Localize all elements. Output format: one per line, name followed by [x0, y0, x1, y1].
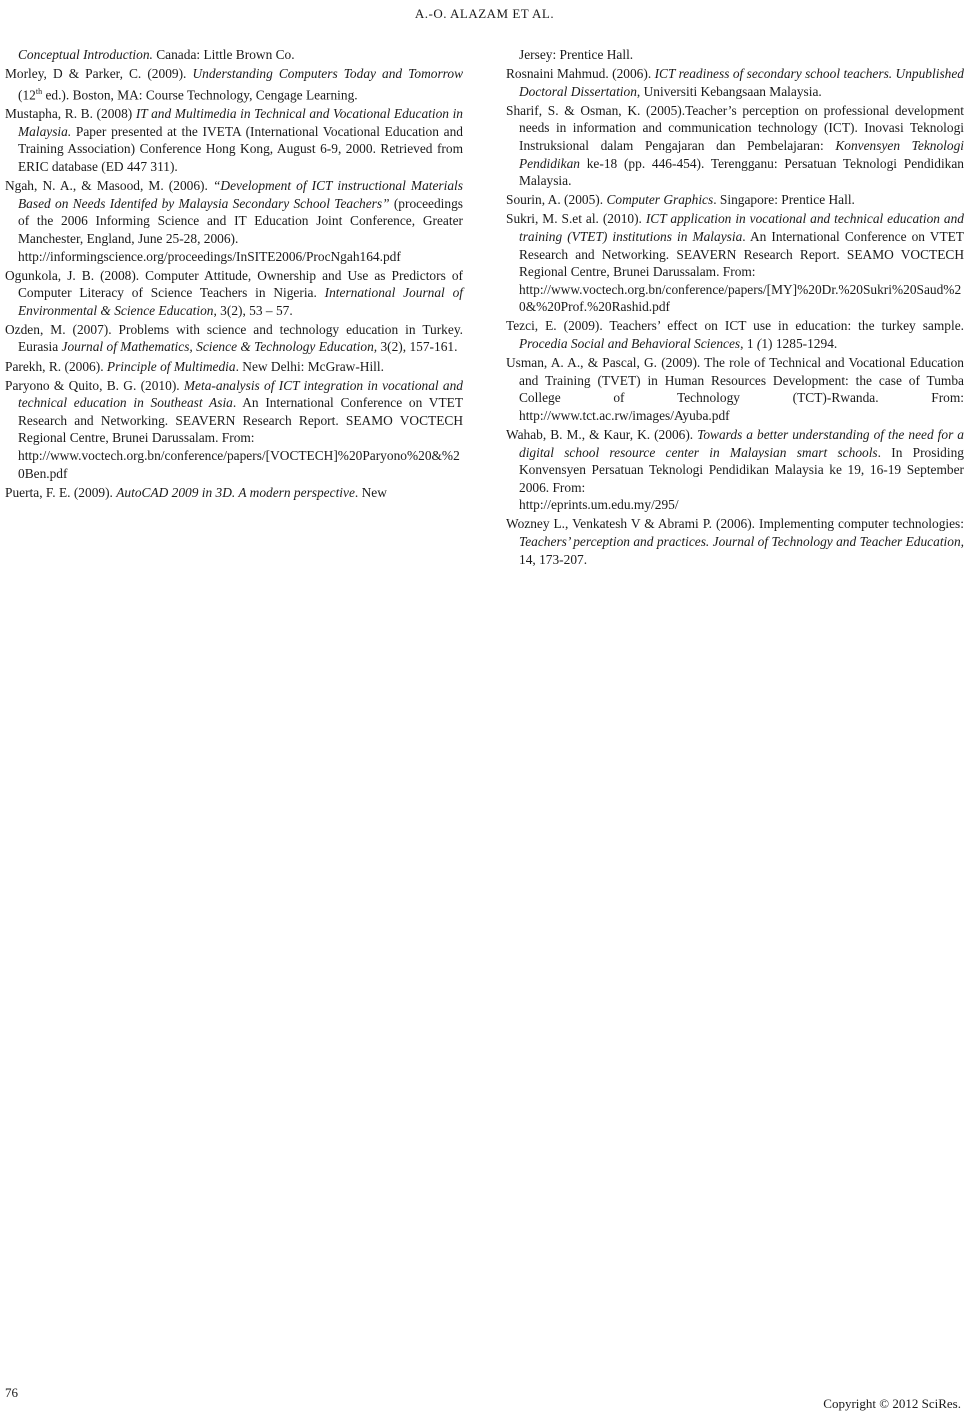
reference-italic-text: ( — [756, 336, 762, 351]
reference-italic-text: Teachers’ perception and practices. Journal of Technology and Teacher Education, — [519, 534, 964, 550]
reference-text: , Universiti Kebangsaan Malaysia. — [636, 83, 822, 99]
reference-url[interactable]: http://informingscience.org/proceedings/InSITE2006/ProcNgah164.pdf — [18, 248, 401, 264]
reference-text: 3(2), 157-161. — [377, 339, 458, 355]
reference-text: Canada: Little Brown Co. — [152, 47, 295, 62]
reference-text: 1) 1285-1294. — [761, 336, 838, 351]
reference-text: Mustapha, R. B. (2008) — [5, 106, 136, 122]
reference-url[interactable]: http://www.voctech.org.bn/conference/papers/[VOCTECH]%20Paryono%20&%20Ben.pdf — [18, 448, 460, 481]
reference-text: Parekh, R. (2006). — [5, 358, 107, 374]
reference-text: . New — [354, 484, 387, 500]
reference-entry — [5, 377, 463, 483]
copyright-notice: Copyright © 2012 SciRes. — [823, 1396, 961, 1411]
reference-text: Wahab, B. M., & Kaur, K. (2006). — [506, 426, 698, 442]
reference-text: Ogunkola, J. B. (2008). Computer Attitude, Ownership and Use as Predictors of Computer Literacy of Science Teachers in Nigeria. — [5, 267, 463, 301]
reference-italic-text: ICT application in vocational and technical education and training (VTET) institutions in Malaysia — [519, 211, 965, 244]
reference-text: Tezci, E. (2009). Teachers’ effect on ICT use in education: the turkey sample. — [506, 318, 964, 334]
reference-italic-text: International Journal of Environmental & Science Education — [18, 285, 463, 318]
reference-superscript: th — [35, 86, 43, 96]
reference-text: Rosnaini Mahmud. (2006). — [506, 66, 655, 82]
reference-italic-text: AutoCAD 2009 in 3D. A modern perspective — [116, 484, 355, 500]
reference-entry — [506, 515, 964, 568]
reference-entry — [506, 317, 964, 352]
reference-text: Paper presented at the IVETA (International Vocational Education and Training Association) Conference Hong Kong, August 6-9, 2000. Retrieved from ERIC database (ED 447 311). — [18, 123, 463, 175]
reference-text: 14, 173-207. — [519, 551, 588, 567]
reference-italic-text: Meta-analysis of ICT integration in vocational and technical education in Southeast Asia — [18, 377, 463, 411]
reference-text: . New Delhi: McGraw-Hill. — [235, 358, 384, 374]
reference-italic-text: Konvensyen Teknologi Pendidikan — [519, 137, 965, 171]
reference-url[interactable]: http://www.voctech.org.bn/conference/papers/[MY]%20Dr.%20Sukri%20Saud%20&%20Prof.%20Rashid.pdf — [519, 281, 962, 315]
reference-italic-text: “Development of ICT instructional Materials Based on Needs Identifed by Malaysia Secondary School Teachers” — [18, 178, 463, 211]
reference-italic-text: Procedia Social and Behavioral Sciences — [519, 336, 741, 351]
reference-entry — [506, 102, 964, 190]
reference-text: , 1 — [740, 336, 757, 351]
reference-entry — [5, 105, 463, 175]
page-number: 76 — [5, 1385, 18, 1400]
references-right-column — [506, 46, 964, 570]
reference-text: Paryono & Quito, B. G. (2010). — [5, 377, 184, 393]
reference-italic-text: Principle of Multimedia — [106, 358, 236, 374]
reference-text: (proceedings of the 2006 Informing Science and IT Education Joint Conference, Greater Manchester, England, June 25-28, 2006). — [18, 195, 463, 246]
reference-entry — [506, 191, 964, 209]
reference-text: . An International Conference on VTET Research and Networking. SEAVERN Research Report. SEAMO VOCTECH Regional Centre, Brunei Darussalam. From: — [519, 228, 964, 280]
reference-text: Sharif, S. & Osman, K. (2005).Teacher’s perception on professional development needs in information and communication technology (ICT). Inovasi Teknologi Instruksional dalam Pengajaran dan Pembelajaran: — [506, 102, 964, 153]
reference-text: ed.). Boston, MA: Course Technology, Cengage Learning. — [42, 87, 358, 103]
reference-entry — [506, 210, 964, 316]
reference-italic-text: IT and Multimedia in Technical and Vocational Education in Malaysia. — [18, 106, 463, 139]
reference-text: Puerta, F. E. (2009). — [5, 484, 117, 500]
reference-entry — [506, 426, 964, 514]
reference-italic-text: Conceptual Introduction. — [18, 47, 153, 62]
reference-text: Wozney L., Venkatesh V & Abrami P. (2006). Implementing computer technologies: — [506, 516, 964, 532]
reference-entry — [5, 321, 463, 356]
reference-entry — [506, 46, 964, 64]
reference-text: Ozden, M. (2007). Problems with science and technology education in Turkey. Eurasia — [5, 321, 463, 355]
reference-text: Sukri, M. S.et al. (2010). — [506, 211, 646, 227]
reference-entry — [5, 177, 463, 265]
reference-entry — [506, 354, 964, 424]
reference-text: Ngah, N. A., & Masood, M. (2006). — [5, 178, 213, 194]
running-head: A.-O. ALAZAM ET AL. — [414, 6, 555, 21]
reference-text: ke-18 (pp. 446-454). Terengganu: Persatuan Teknologi Pendidikan Malaysia. — [519, 155, 964, 189]
reference-text: . In Prosiding Konvensyen Persatuan Teknologi Pendidikan Malaysia ke 19, 16-19 September 2006. From: — [519, 444, 964, 495]
reference-entry — [506, 65, 964, 100]
reference-italic-text: ICT readiness of secondary school teachers. Unpublished Doctoral Dissertation — [519, 66, 964, 99]
reference-entry — [5, 65, 463, 104]
reference-italic-text: Understanding Computers Today and Tomorrow — [192, 66, 464, 82]
reference-italic-text: Towards a better understanding of the need for a digital school resource center in Malaysian smart schools — [519, 426, 964, 460]
reference-text: . An International Conference on VTET Research and Networking. SEAVERN Research Report. SEAMO VOCTECH Regional Centre, Brunei Darussalam. From: — [18, 395, 463, 446]
reference-entry — [5, 46, 463, 64]
reference-url[interactable]: http://eprints.um.edu.my/295/ — [519, 497, 679, 513]
reference-text: Morley, D & Parker, C. (2009). — [5, 66, 193, 82]
reference-text: . Singapore: Prentice Hall. — [713, 192, 855, 208]
reference-text: (12 — [18, 87, 36, 103]
reference-entry — [5, 484, 463, 502]
reference-italic-text: Computer Graphics — [606, 192, 714, 208]
reference-text: Sourin, A. (2005). — [506, 192, 607, 208]
reference-entry — [5, 358, 463, 376]
reference-text: , 3(2), 53 – 57. — [213, 302, 293, 318]
references-left-column — [5, 46, 463, 503]
reference-text: Jersey: Prentice Hall. — [519, 47, 634, 62]
reference-italic-text: Journal of Mathematics, Science & Technology Education, — [61, 339, 378, 355]
reference-entry — [5, 267, 463, 320]
reference-text: Usman, A. A., & Pascal, G. (2009). The role of Technical and Vocational Education and Training (TVET) in Human Resources Development: the case of Tumba College of Technology (TCT)-Rwanda. From: http://www.tct.ac.rw/images/Ayuba.pdf — [506, 355, 964, 423]
